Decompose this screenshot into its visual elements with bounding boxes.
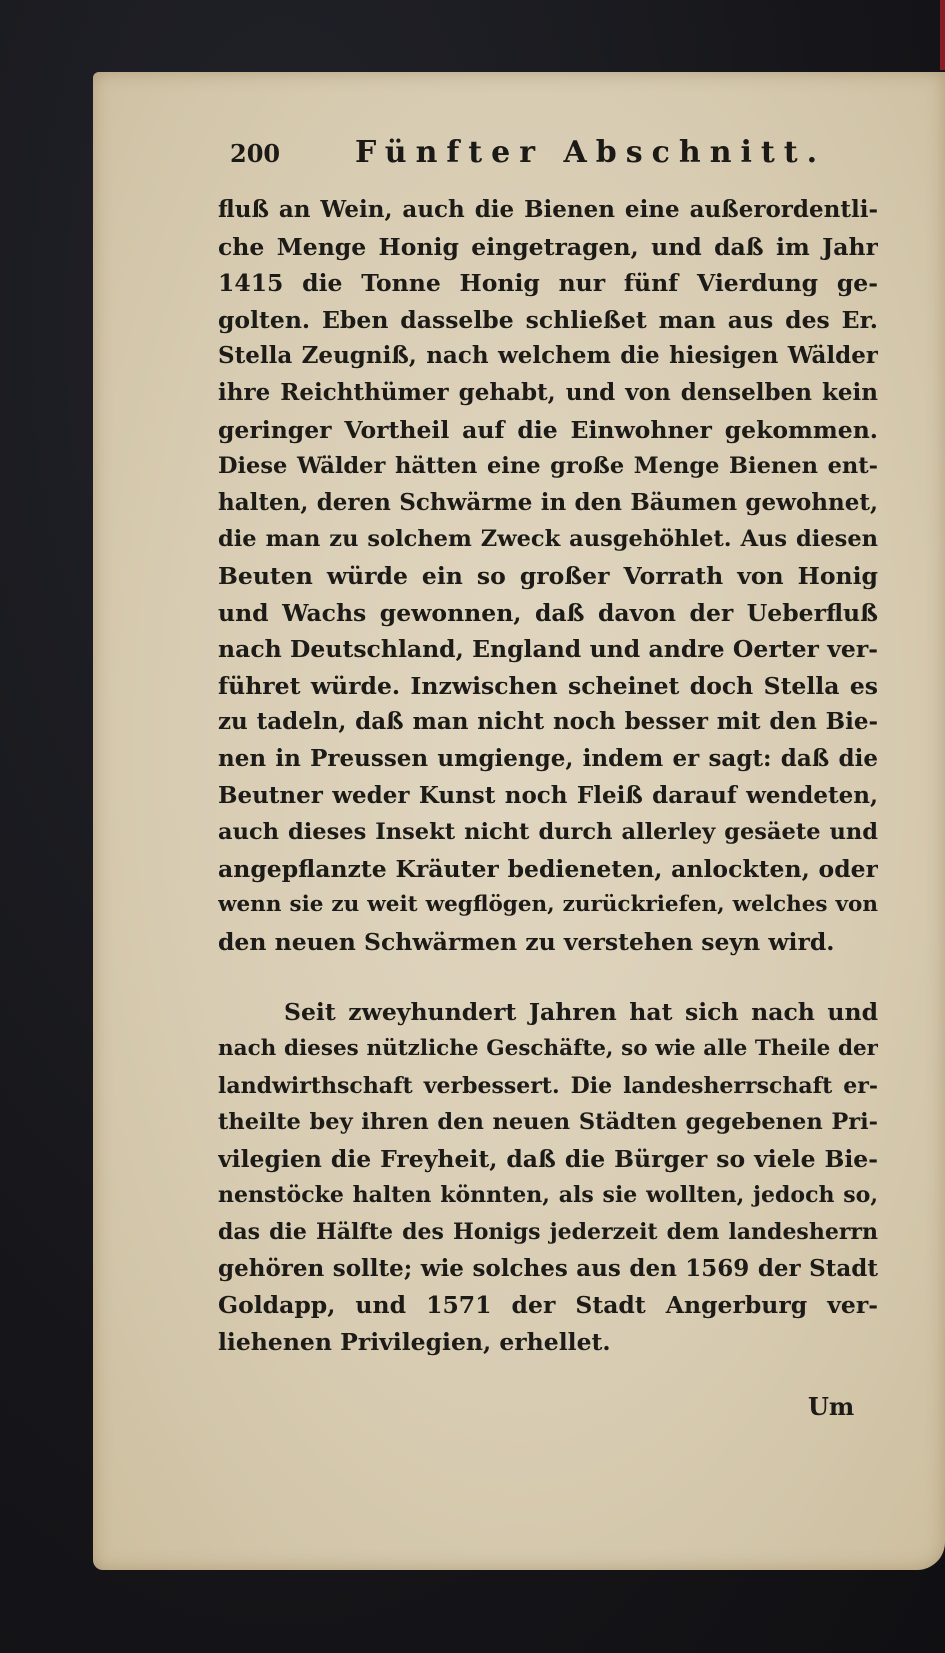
- text-line: Stella Zeugniß, nach welchem die hiesigen Wälder: [218, 342, 878, 370]
- text-line: nach dieses nützliche Geschäfte, so wie alle Theile der: [218, 1036, 878, 1062]
- text-line: Beutner weder Kunst noch Fleiß darauf wendeten,: [218, 781, 878, 809]
- text-line: Beuten würde ein so großer Vorrath von Honig: [218, 561, 878, 590]
- running-title: Fünfter Abschnitt.: [355, 135, 827, 170]
- text-line: nen in Preussen umgienge, indem er sagt: daß die: [218, 744, 878, 772]
- text-line: Seit zweyhundert Jahren hat sich nach und: [284, 998, 878, 1027]
- text-line: golten. Eben dasselbe schließet man aus des Er.: [218, 305, 878, 334]
- text-line: geringer Vortheil auf die Einwohner gekommen.: [218, 415, 878, 444]
- paragraph-gap: [218, 960, 878, 994]
- text-line: führet würde. Inzwischen scheinet doch Stella es: [218, 671, 878, 700]
- paragraph-2: [218, 994, 878, 1360]
- text-line: zu tadeln, daß man nicht noch besser mit den Bie-: [218, 708, 878, 736]
- text-line: auch dieses Insekt nicht durch allerley gesäete und: [218, 819, 878, 846]
- catchword: Um: [808, 1392, 855, 1421]
- text-line: liehenen Privilegien, erhellet.: [218, 1327, 611, 1356]
- book-edge-marker: [940, 0, 945, 70]
- text-line: nach Deutschland, England und andre Oerter ver-: [218, 635, 878, 664]
- text-line: das die Hälfte des Honigs jederzeit dem landesherrn: [218, 1219, 878, 1246]
- text-line: theilte bey ihren den neuen Städten gegebenen Pri-: [218, 1109, 878, 1136]
- text-line: gehören sollte; wie solches aus den 1569 der Stadt: [218, 1254, 878, 1282]
- text-line: die man zu solchem Zweck ausgehöhlet. Aus diesen: [218, 526, 878, 553]
- text-line: halten, deren Schwärme in den Bäumen gewohnet,: [218, 488, 878, 516]
- text-line: angepflanzte Kräuter bedieneten, anlockten, oder: [218, 854, 878, 883]
- page-header: [230, 135, 870, 175]
- text-line: che Menge Honig eingetragen, und daß im Jahr: [218, 232, 878, 261]
- text-line: Diese Wälder hätten eine große Menge Bienen ent-: [218, 453, 878, 480]
- text-line: wenn sie zu weit wegflögen, zurückriefen, welches von: [218, 892, 878, 918]
- text-line: den neuen Schwärmen zu verstehen seyn wird.: [218, 927, 835, 956]
- text-line: 1415 die Tonne Honig nur fünf Vierdung ge-: [218, 269, 878, 298]
- page-number: 200: [230, 139, 281, 168]
- paragraph-1: [218, 192, 878, 960]
- text-line: Goldapp, und 1571 der Stadt Angerburg ver-: [218, 1291, 878, 1320]
- text-line: vilegien die Freyheit, daß die Bürger so viele Bie-: [218, 1144, 878, 1173]
- text-line: nenstöcke halten könnten, als sie wollten, jedoch so,: [218, 1182, 878, 1209]
- text-line: ihre Reichthümer gehabt, und von denselben kein: [218, 378, 878, 406]
- body-text: [218, 192, 878, 1360]
- text-line: landwirthschaft verbessert. Die landesherrschaft er-: [218, 1072, 878, 1099]
- text-line: und Wachs gewonnen, daß davon der Ueberfluß: [218, 598, 878, 627]
- text-line: fluß an Wein, auch die Bienen eine außerordentli-: [218, 196, 878, 223]
